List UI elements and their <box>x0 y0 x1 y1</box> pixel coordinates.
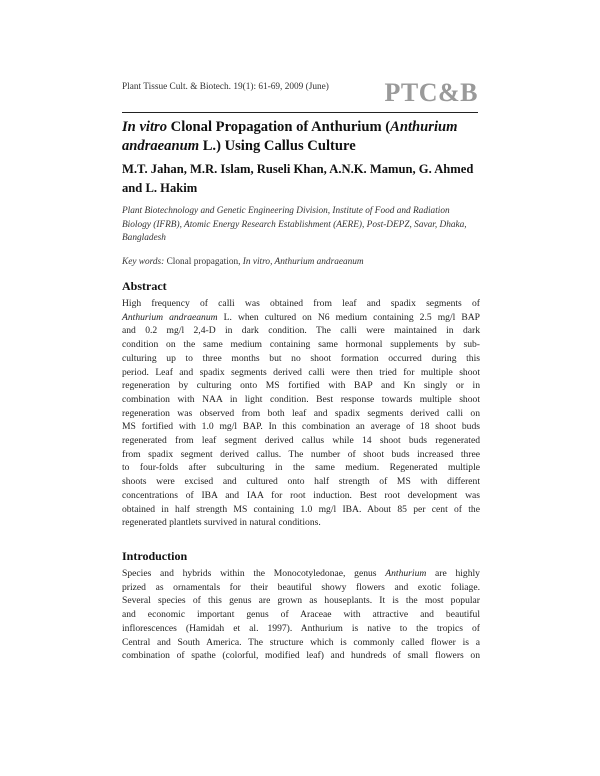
abstract-line: from spadix segment derived callus. The number of shoot buds increased three <box>122 448 480 460</box>
abstract-line: culturing up to three months but no shoot formation occurred during this <box>122 352 480 364</box>
title-part2: L.) Using Callus Culture <box>199 138 356 154</box>
title-species: Anthurium andraeanum <box>122 119 458 154</box>
intro-line: combination of spathe (colorful, modified leaf) and hundreds of small flowers on <box>122 650 480 662</box>
abstract-line: and 0.2 mg/l 2,4-D in dark condition. The calli were maintained in dark <box>122 325 480 337</box>
abstract-line: obtained in half strength MS containing 1.0 mg/l IBA. About 85 per cent of the <box>122 503 480 515</box>
title-italic-prefix: In vitro <box>122 119 168 135</box>
journal-logo: PTC&B <box>384 78 478 107</box>
abstract-line: shoots were excised and cultured onto half strength of MS with different <box>122 476 480 488</box>
author-list: M.T. Jahan, M.R. Islam, Ruseli Khan, A.N.K. Mamun, G. Ahmed and L. Hakim <box>122 162 474 195</box>
abstract-body <box>122 297 480 530</box>
introduction-body <box>122 567 480 663</box>
affiliation: Plant Biotechnology and Genetic Engineering Division, Institute of Food and Radiation Biology (IFRB), Atomic Energy Research Establishment (AERE), Post-DEPZ, Savar, Dhaka, Bangladesh <box>122 206 467 244</box>
abstract-line: period. Leaf and spadix segments derived calli were then tried for multiple shoot <box>122 366 480 378</box>
keyword-term1: Clonal propagation, <box>166 257 241 267</box>
keyword-term2: In vitro, Anthurium andraeanum <box>242 257 364 267</box>
keywords-label: Key words: <box>122 257 165 267</box>
abstract-line: regeneration was observed from both leaf and spadix segments derived calli on <box>122 407 480 419</box>
journal-header <box>122 78 478 113</box>
intro-line: Central and South America. The structure which is commonly called flower is a <box>122 636 480 648</box>
abstract-heading: Abstract <box>122 279 167 293</box>
abstract-line: High frequency of calli was obtained from leaf and spadix segments of <box>122 298 480 309</box>
abstract-line: regenerated plantlets survived in natural conditions. <box>122 517 321 529</box>
abstract-line: regenerated from leaf segment derived callus while 14 shoot buds regenerated <box>122 435 480 447</box>
abstract-line: to four-folds after subculturing in the same medium. Regenerated multiple <box>122 462 480 474</box>
abstract-line: concentrations of IBA and IAA for root induction. Best root development was <box>122 489 480 501</box>
title-part1: Clonal Propagation of Anthurium ( <box>167 119 391 135</box>
intro-line: inflorescences (Hamidah et al. 1997). Anthurium is native to the tropics of <box>122 622 480 634</box>
intro-line: and economic important genus of Araceae with attractive and beautiful <box>122 609 480 621</box>
intro-line: Species and hybrids within the Monocotyledonae, genus Anthurium are highly <box>122 568 480 579</box>
article-title <box>122 118 482 156</box>
keywords <box>122 256 480 269</box>
abstract-line: condition on the same medium containing same hormonal supplements by sub- <box>122 339 480 351</box>
abstract-line: Anthurium andraeanum L. when cultured on N6 medium containing 2.5 mg/l BAP <box>122 311 481 323</box>
intro-line: prized as ornamentals for their beautiful showy flowers and exotic foliage. <box>122 581 480 593</box>
journal-citation: Plant Tissue Cult. & Biotech. 19(1): 61-69, 2009 (June) <box>122 82 329 92</box>
intro-line: Several species of this genus are grown as houseplants. It is the most popular <box>122 595 480 607</box>
introduction-heading: Introduction <box>122 549 188 563</box>
abstract-line: MS fortified with 1.0 mg/l BAP. In this combination an average of 18 shoot buds <box>122 421 480 433</box>
abstract-line: combination with NAA in light condition. Best response towards multiple shoot <box>122 393 480 405</box>
abstract-line: regeneration by culturing onto MS fortified with BAP and Kn singly or in <box>122 380 480 392</box>
